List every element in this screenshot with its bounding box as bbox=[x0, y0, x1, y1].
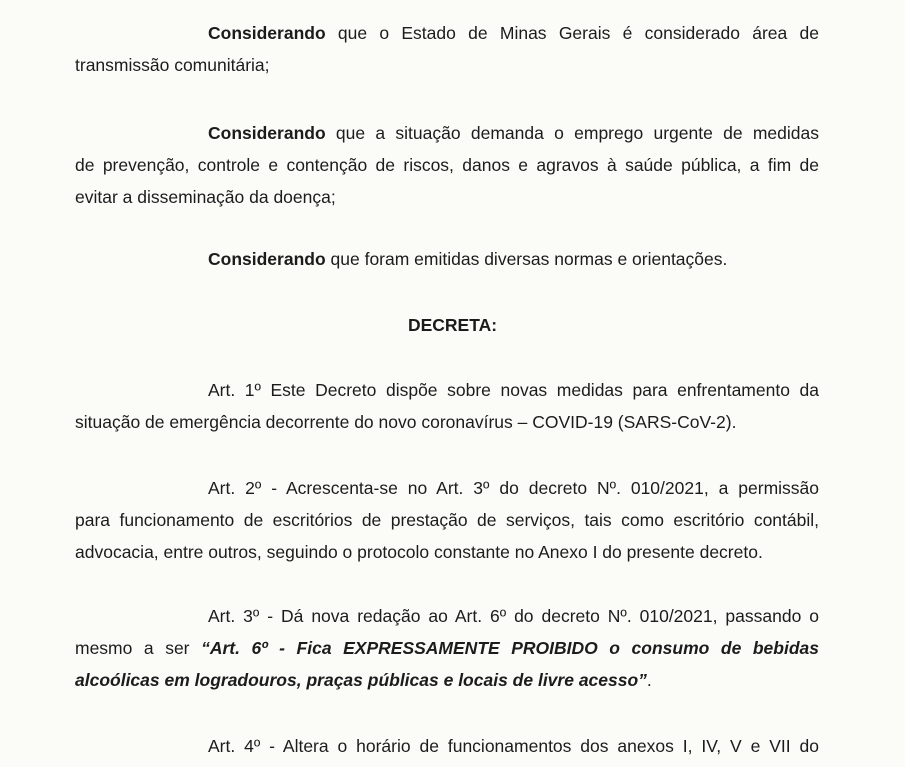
text-line: advocacia, entre outros, seguindo o protocolo constante no Anexo I do presente decreto. bbox=[75, 542, 763, 562]
bold-italic-quote: alcoólicas em logradouros, praças públicas e locais de livre acesso” bbox=[75, 670, 647, 690]
text-line bbox=[75, 669, 819, 701]
text-line: Art. 2º - Acrescenta-se no Art. 3º do decreto Nº. 010/2021, a permissão bbox=[208, 478, 819, 498]
text-line bbox=[75, 248, 819, 280]
text-span: que a situação demanda o emprego urgente de medidas bbox=[325, 123, 819, 143]
paragraph-considerando-1 bbox=[75, 22, 819, 86]
text-line: evitar a disseminação da doença; bbox=[75, 187, 336, 207]
bold-keyword: Considerando bbox=[208, 23, 326, 43]
section-heading: DECRETA: bbox=[407, 315, 498, 335]
bold-italic-quote: “Art. 6º - Fica EXPRESSAMENTE PROIBIDO o consumo de bebidas bbox=[201, 638, 819, 658]
text-span: que o Estado de Minas Gerais é considerado área de bbox=[325, 23, 819, 43]
text-line: Art. 1º Este Decreto dispõe sobre novas medidas para enfrentamento da bbox=[208, 380, 819, 400]
text-line: de prevenção, controle e contenção de riscos, danos e agravos à saúde pública, a fim de bbox=[75, 155, 819, 175]
text-line: Art. 3º - Dá nova redação ao Art. 6º do decreto Nº. 010/2021, passando o bbox=[208, 606, 819, 626]
text-line bbox=[75, 637, 819, 669]
article-2 bbox=[75, 477, 819, 573]
paragraph-considerando-3 bbox=[75, 248, 819, 280]
text-line: transmissão comunitária; bbox=[75, 55, 270, 75]
article-1 bbox=[75, 379, 819, 443]
paragraph-considerando-2 bbox=[75, 122, 819, 218]
text-line bbox=[75, 122, 819, 154]
text-span: que foram emitidas diversas normas e orientações. bbox=[325, 249, 728, 269]
text-line: Art. 4º - Altera o horário de funcionamentos dos anexos I, IV, V e VII do bbox=[208, 736, 819, 756]
text-line bbox=[75, 22, 819, 54]
text-line: situação de emergência decorrente do novo coronavírus – COVID-19 (SARS-CoV-2). bbox=[75, 412, 737, 432]
article-3 bbox=[75, 605, 819, 701]
text-line: para funcionamento de escritórios de prestação de serviços, tais como escritório contábil, bbox=[75, 510, 819, 530]
text-span: . bbox=[646, 670, 652, 690]
bold-keyword: Considerando bbox=[208, 249, 326, 269]
bold-keyword: Considerando bbox=[208, 123, 326, 143]
text-span: mesmo a ser bbox=[75, 638, 202, 658]
article-4 bbox=[75, 735, 819, 767]
